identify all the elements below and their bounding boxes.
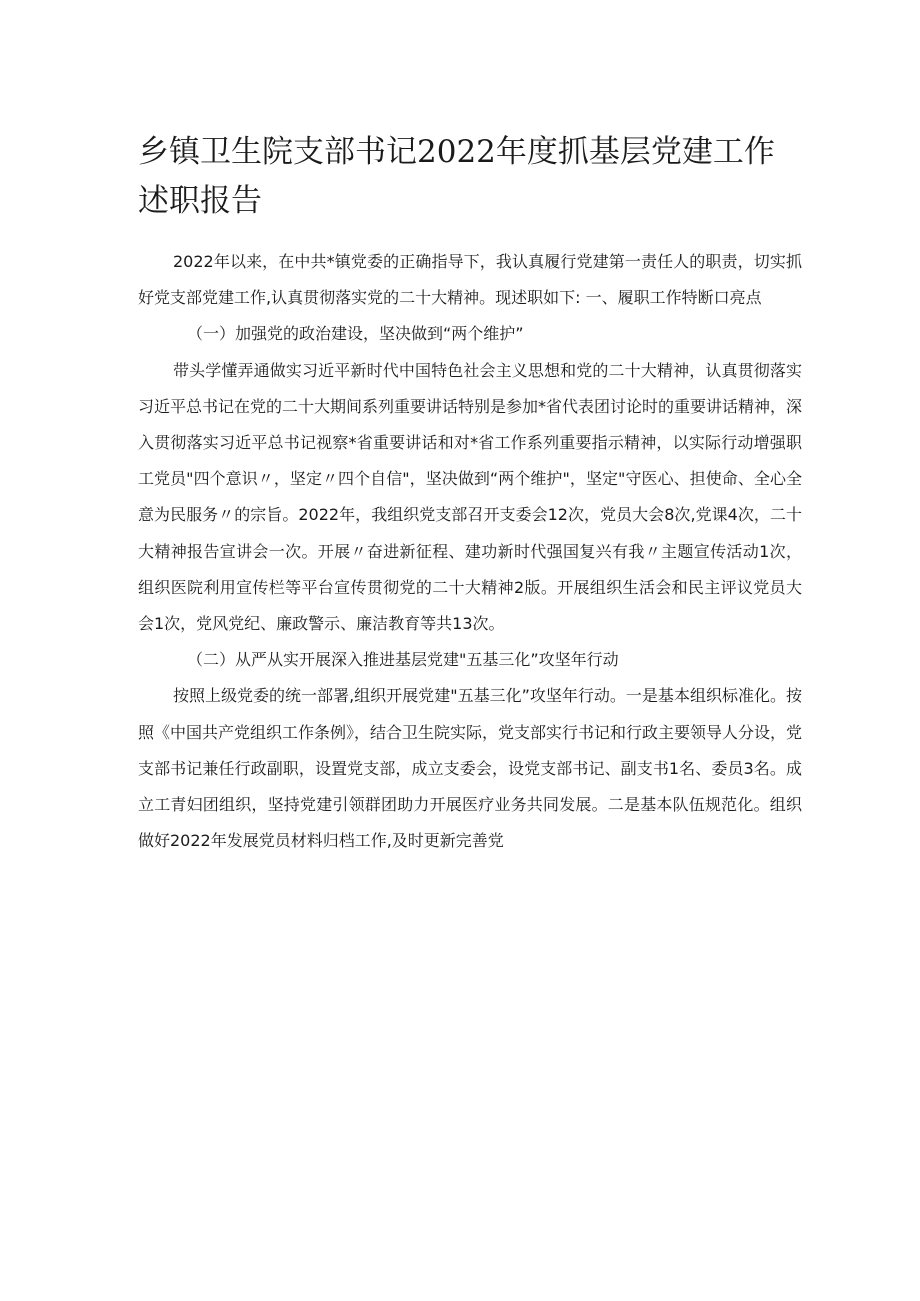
paragraph-five-bases: 按照上级党委的统一部署,组织开展党建"五基三化”攻坚年行动。一是基本组织标准化。按照《中国共产党组织工作条例》，结合卫生院实际，党支部实行书记和行政主要领导人分设，党支部书记兼任行政副职，设置党支部，成立支委会，设党支部书记、副支书1名、委员3名。成立工青妇团组织，坚持党建引领群团助力开展医疗业务共同发展。二是基本队伍规范化。组织做好2022年发展党员材料归档工作,及时更新完善党: [138, 686, 803, 851]
section-heading-2: （二）从严从实开展深入推进基层党建"五基三化”攻坚年行动: [187, 650, 619, 670]
section-heading-1: （一）加强党的政治建设，坚决做到“两个维护”: [187, 324, 524, 344]
paragraph-intro: 2022年以来，在中共*镇党委的正确指导下，我认真履行党建第一责任人的职责，切实抓好党支部党建工作,认真贯彻落实党的二十大精神。现述职如下: 一、履职工作特断口亮点: [138, 252, 802, 308]
paragraph-political-building: 带头学懂弄通做实习近平新时代中国特色社会主义思想和党的二十大精神，认真贯彻落实习近平总书记在党的二十大期间系列重要讲话特别是参加*省代表团讨论时的重要讲话精神，深入贯彻落实习近平总书记视察*省重要讲话和对*省工作系列重要指示精神，以实际行动增强职工党员"四个意识〃，坚定〃四个自信"，坚决做到“两个维护"，坚定"守医心、担使命、全心全意为民服务〃的宗旨。2022年，我组织党支部召开支委会12次，党员大会8次,党课4次，二十大精神报告宣讲会一次。开展〃奋进新征程、建功新时代强国复兴有我〃主题宣传活动1次，组织医院利用宣传栏等平台宣传贯彻党的二十大精神2版。开展组织生活会和民主评议党员大会1次，党风党纪、廉政警示、廉洁教育等共13次。: [138, 360, 803, 634]
document-body: [138, 244, 802, 859]
document-title: 乡镇卫生院支部书记2022年度抓基层党建工作述职报告: [138, 134, 775, 219]
